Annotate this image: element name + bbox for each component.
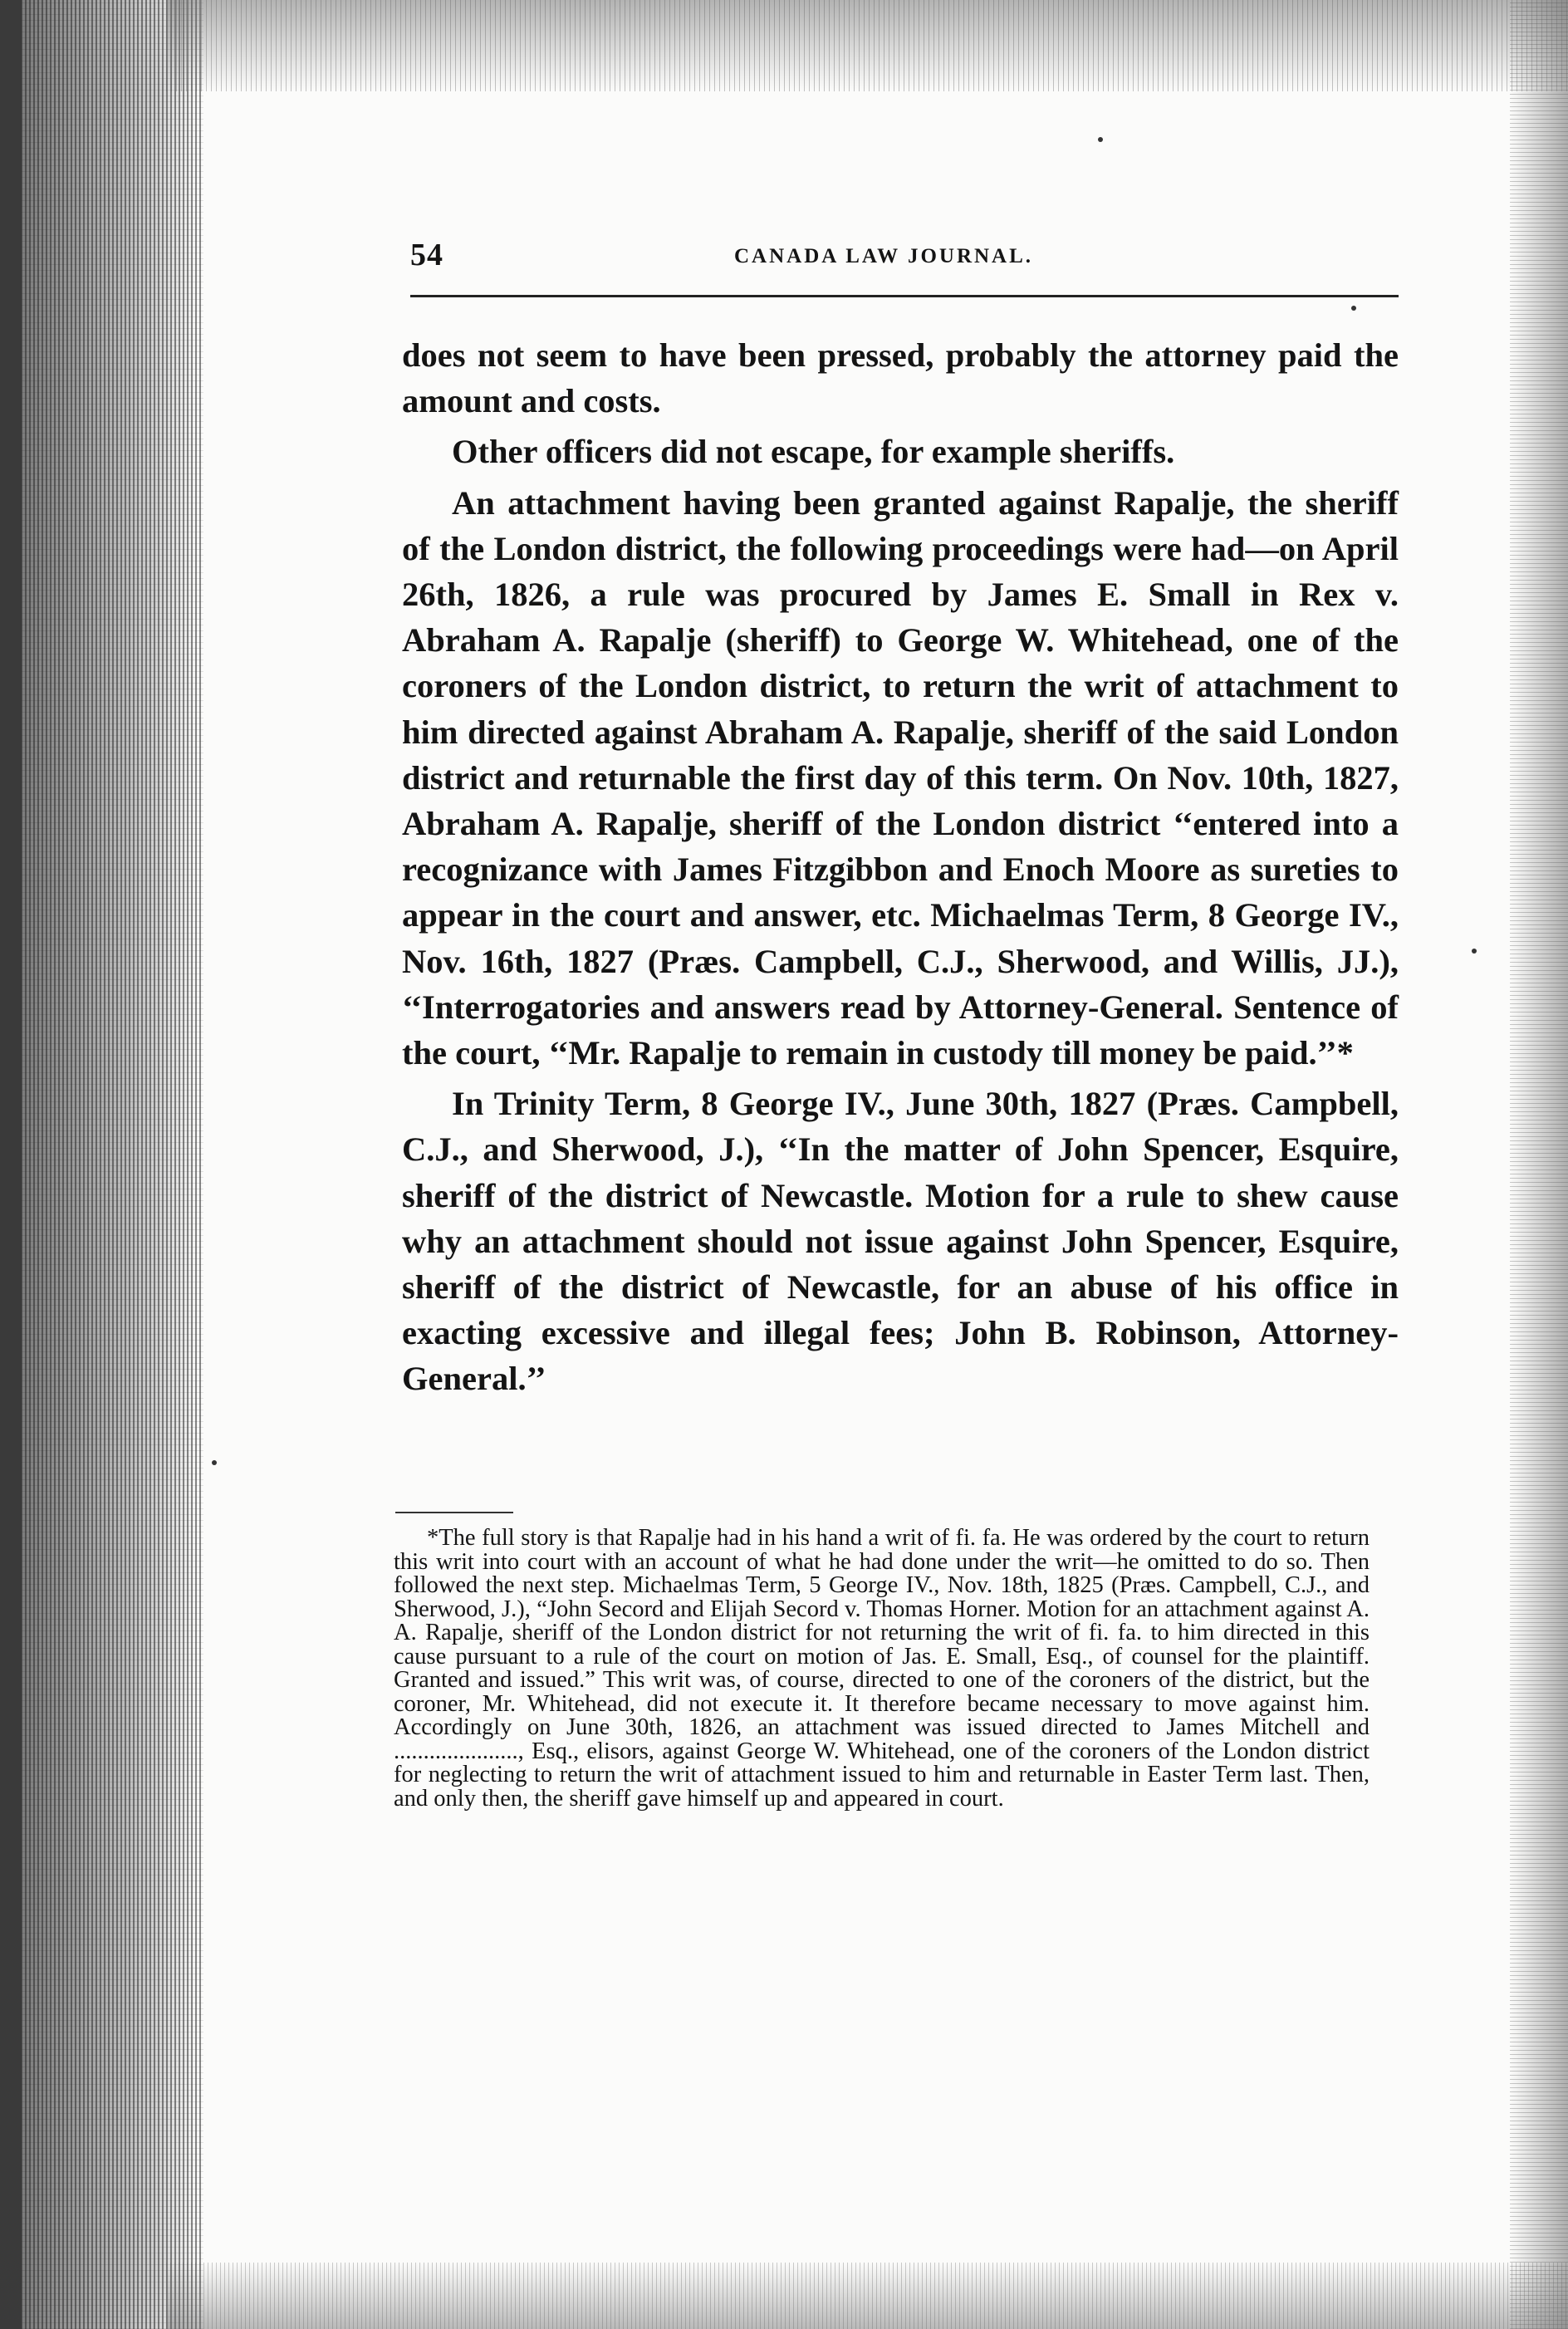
- scan-edge-top: [166, 0, 1568, 91]
- header-rule: [410, 295, 1399, 297]
- page-binding: [0, 0, 203, 2329]
- binding-edge: [0, 0, 22, 2329]
- scan-speck: [1472, 949, 1477, 954]
- paragraph: does not seem to have been pressed, probably the attorney paid the amount and costs.: [402, 336, 1399, 420]
- paragraph: An attachment having been granted against Rapalje, the sheriff of the London district, the following proceedings were had—on April 26th, 1826, a rule was procured by James E. Small in Rex v. Abraham A. Rapalje (sheriff) to George W. Whitehead, one of the coroners of the London district, to return the writ of attachment to him directed against Abraham A. Rapalje, sheriff of the said London district and returnable the first day of this term. On Nov. 10th, 1827, Abraham A. Rapalje, sheriff of the London district ‘‘entered into a recognizance with James Fitzgibbon and Enoch Moore as sureties to appear in the court and answer, etc. Michaelmas Term, 8 George IV., Nov. 16th, 1827 (Præs. Campbell, C.J., Sherwood, and Willis, JJ.), ‘‘Interrogatories and answers read by Attorney-General. Sentence of the court, ‘‘Mr. Rapalje to remain in custody till money be paid.’’*: [402, 483, 1399, 1072]
- paragraph: In Trinity Term, 8 George IV., June 30th, 1827 (Præs. Campbell, C.J., and Sherwood, J.), ‘‘In the matter of John Spencer, Esquire, sheriff of the district of Newcastle. Motion for a rule to shew cause why an attachment should not issue against John Spencer, Esquire, sheriff of the district of Newcastle, for an abuse of his office in exacting excessive and illegal fees; John B. Robinson, Attorney-General.’’: [402, 1085, 1399, 1398]
- body-text: [402, 332, 1399, 1407]
- scan-edge-bottom: [166, 2263, 1568, 2329]
- footnote: *The full story is that Rapalje had in his hand a writ of fi. fa. He was ordered by the court to return this writ into court with an account of what he had done under the writ—he omitted to do so. Then followed the next step. Michaelmas Term, 5 George IV., Nov. 18th, 1825 (Præs. Campbell, C.J., and Sherwood, J.), “John Secord and Elijah Secord v. Thomas Horner. Motion for an attachment against A. A. Rapalje, sheriff of the London district for not returning the writ of fi. fa. to him directed in this cause pursuant to a rule of the court on motion of Jas. E. Small, Esq., of counsel for the plaintiff. Granted and issued.” This writ was, of course, directed to one of the coroners of the district, but the coroner, Mr. Whitehead, did not execute it. It therefore became necessary to move against him. Accordingly on June 30th, 1826, an attachment was issued directed to James Mitchell and ....................., Esq., elisors, against George W. Whitehead, one of the coroners of the London district for neglecting to return the writ of attachment issued to him and returnable in Easter Term last. Then, and only then, the sheriff gave himself up and appeared in court.: [394, 1525, 1370, 1812]
- page-number: 54: [410, 238, 443, 272]
- scan-speck: [212, 1460, 217, 1465]
- paragraph: Other officers did not escape, for example sheriffs.: [452, 433, 1175, 471]
- scan-speck: [1351, 306, 1356, 311]
- running-header: [410, 237, 1399, 288]
- scan-edge-right: [1510, 0, 1568, 2329]
- journal-title: CANADA LAW JOURNAL.: [734, 245, 1034, 267]
- scan-speck: [1098, 137, 1103, 142]
- footnote-rule: [395, 1512, 513, 1513]
